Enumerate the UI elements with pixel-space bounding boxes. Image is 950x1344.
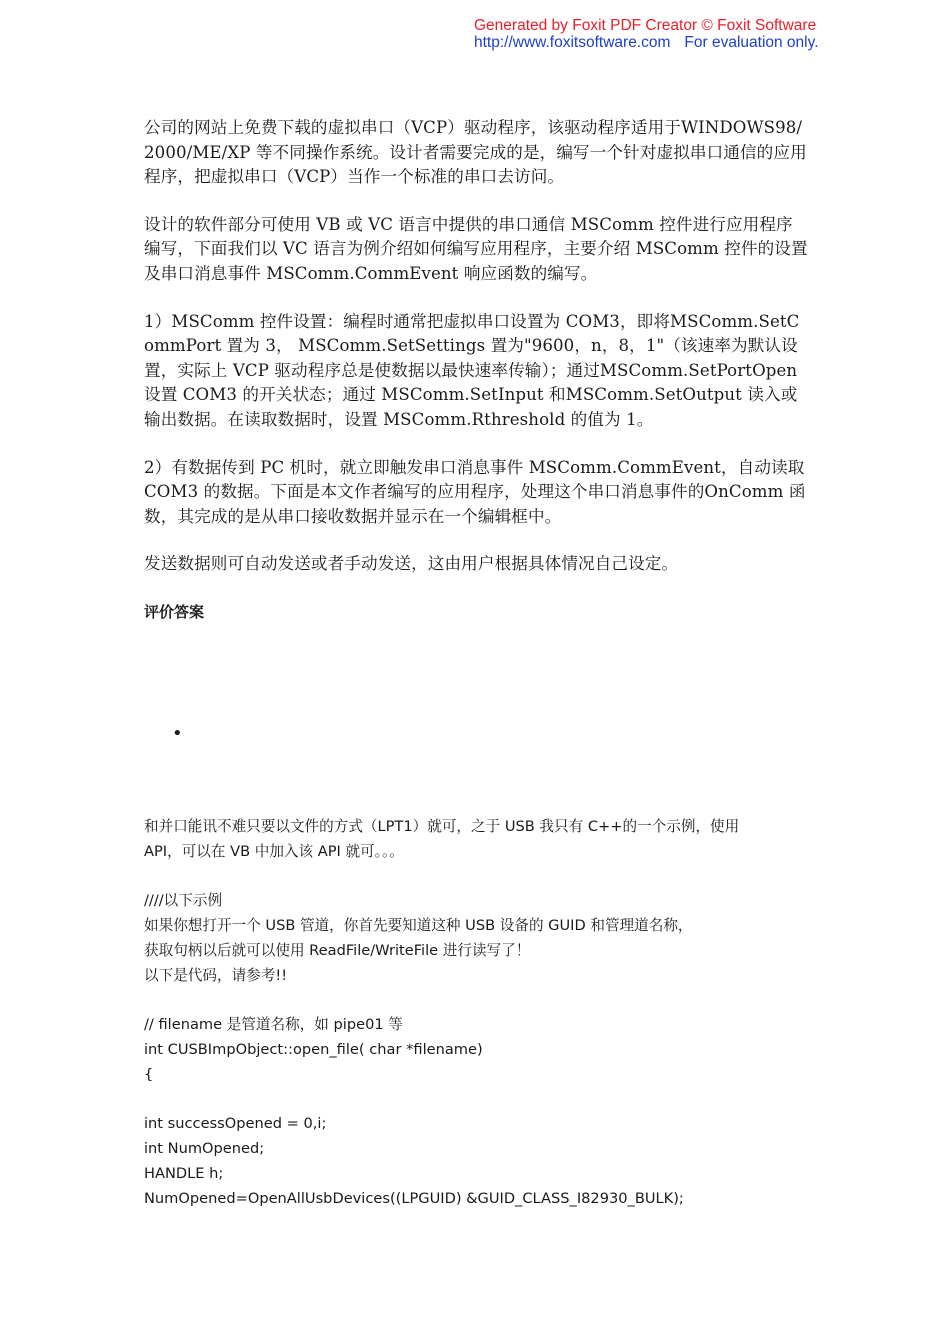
code-line: NumOpened=OpenAllUsbDevices((LPGUID) &GUID_CLASS_I82930_BULK);: [144, 1190, 684, 1207]
paragraph-vcp-driver: 公司的网站上免费下载的虚拟串口（VCP）驱动程序，该驱动程序适用于WINDOWS98/2000/ME/XP 等不同操作系统。设计者需要完成的是，编写一个针对虚拟串口通信的应用程序，把虚拟串口（VCP）当作一个标准的串口去访问。: [144, 118, 807, 187]
code-comment: // filename 是管道名称，如 pipe01 等: [144, 1016, 403, 1033]
code-signature: int CUSBImpObject::open_file( char *filename): [144, 1041, 483, 1058]
watermark-link-line: [474, 34, 819, 51]
watermark-title: Generated by Foxit PDF Creator © Foxit Software: [474, 17, 817, 34]
example-line: 如果你想打开一个 USB 管道，你首先要知道这种 USB 设备的 GUID 和管理道名称，: [144, 917, 693, 934]
watermark-note: For evaluation only.: [684, 34, 819, 51]
bullet-point: •: [172, 723, 183, 744]
paragraph-mscomm-settings: 1）MSComm 控件设置：编程时通常把虚拟串口设置为 COM3，即将MSComm.SetCommPort 置为 3， MSComm.SetSettings 置为"9600，n，8，1"（该速率为默认设置，实际上 VCP 驱动程序总是使数据以最快速率传输）；通过MSComm.SetPortOpen 设置 COM3 的开关状态；通过 MSComm.SetInput 和MSComm.SetOutput 读入或输出数据。在读取数据时，设置 MSComm.Rthreshold 的值为 1。: [144, 311, 800, 429]
example-header: ////以下示例: [144, 892, 223, 909]
example-line: 获取句柄以后就可以使用 ReadFile/WriteFile 进行读写了！: [144, 942, 531, 959]
answer-intro: [144, 814, 809, 864]
answer-heading: 评价答案: [144, 602, 205, 621]
watermark-url[interactable]: http://www.foxitsoftware.com: [474, 34, 671, 51]
paragraph-send-data: 发送数据则可自动发送或者手动发送，这由用户根据具体情况自己设定。: [144, 554, 679, 574]
answer-intro-line: 和并口能讯不难只要以文件的方式（LPT1）就可，之于 USB 我只有 C++的一个示例，使用: [144, 818, 740, 835]
answer-intro-line: API，可以在 VB 中加入该 API 就可。。。: [144, 843, 404, 860]
code-body: [144, 1111, 809, 1211]
example-section: [144, 888, 809, 988]
foxit-watermark: [474, 17, 819, 51]
paragraph-comm-event: 2）有数据传到 PC 机时，就立即触发串口消息事件 MSComm.CommEvent，自动读取 COM3 的数据。下面是本文作者编写的应用程序，处理这个串口消息事件的OnComm 函数，其完成的是从串口接收数据并显示在一个编辑框中。: [144, 457, 806, 526]
example-line: 以下是代码，请参考!!: [144, 967, 288, 984]
code-line: HANDLE h;: [144, 1165, 224, 1182]
code-header: [144, 1012, 809, 1087]
code-open-brace: {: [144, 1066, 154, 1083]
paragraph-mscomm-intro: 设计的软件部分可使用 VB 或 VC 语言中提供的串口通信 MSComm 控件进行应用程序编写，下面我们以 VC 语言为例介绍如何编写应用程序，主要介绍 MSComm 控件的设置及串口消息事件 MSComm.CommEvent 响应函数的编写。: [144, 214, 808, 283]
code-line: int successOpened = 0,i;: [144, 1115, 327, 1132]
code-line: int NumOpened;: [144, 1140, 265, 1157]
answer-content: [144, 814, 809, 1235]
document-body: [144, 116, 809, 622]
